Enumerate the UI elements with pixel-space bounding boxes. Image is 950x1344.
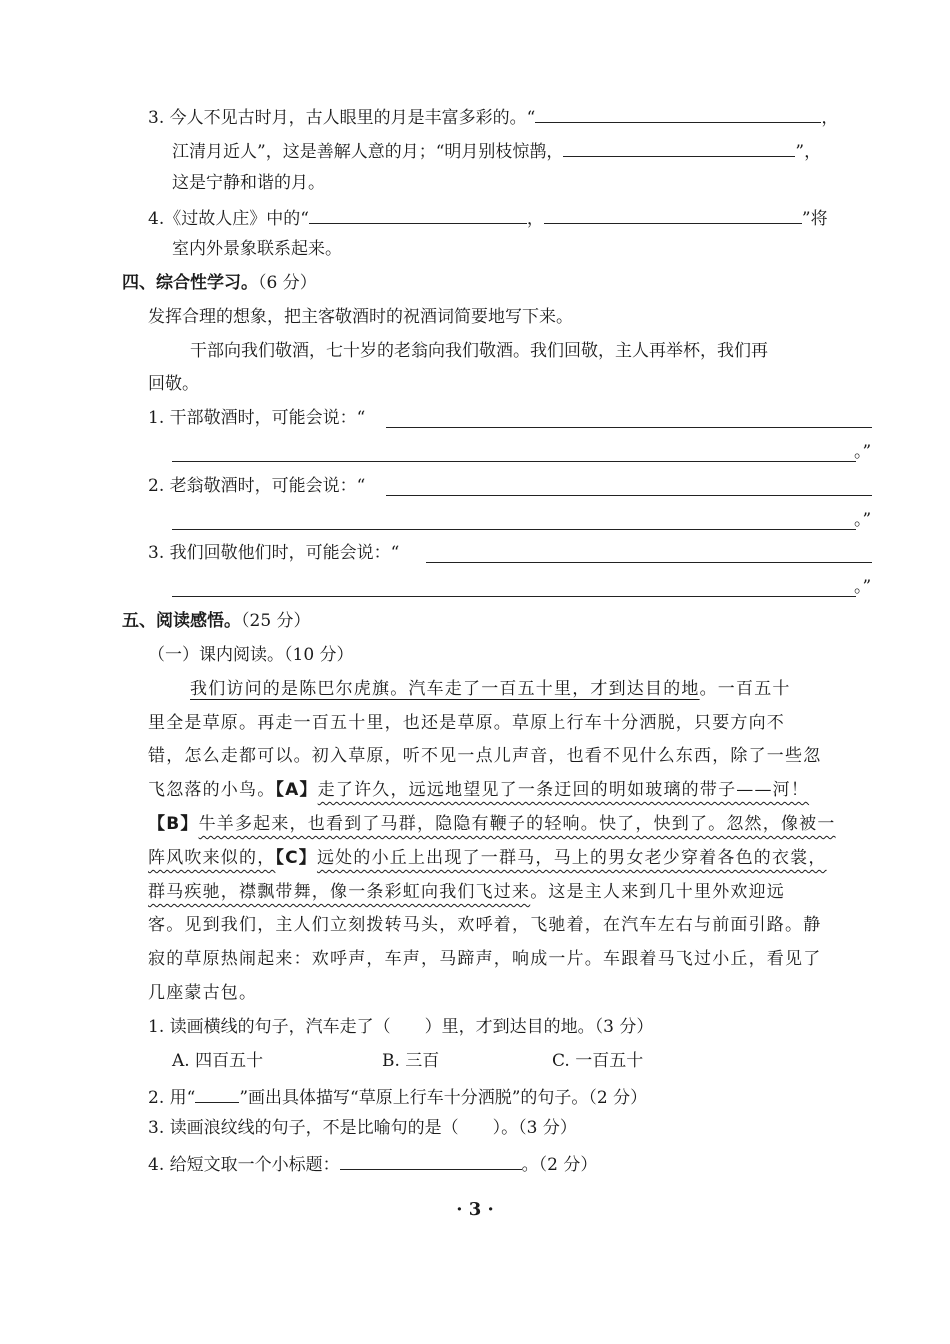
passage-line-4	[148, 779, 809, 801]
section-5-score: （25 分）	[241, 611, 311, 631]
answer-blank[interactable]	[544, 205, 802, 224]
q4-line2: 室内外景象联系起来。	[172, 239, 342, 259]
section-4-q1: 1. 干部敬酒时，可能会说：“	[148, 408, 366, 428]
q3-text-b: 江清月近人”，这是善解人意的月；“明月别枝惊鹊，	[172, 142, 564, 162]
section-4-q2: 2. 老翁敬酒时，可能会说：“	[148, 476, 366, 496]
underlined-sentence: 我们访问的是陈巴尔虎旗。汽车走了一百五十里，才到达目的地	[190, 679, 700, 699]
option-b[interactable]: B. 三百	[382, 1051, 440, 1071]
q3-line2	[172, 138, 821, 163]
section-5-q3: 3. 读画浪纹线的句子，不是比喻句的是（ ）。（3 分）	[148, 1118, 577, 1138]
section-4-heading	[122, 272, 317, 294]
q3-text-a-end: ，	[821, 108, 839, 128]
passage-line-9: 寂的草原热闹起来：欢呼声，车声，马蹄声，响成一片。车跟着马飞过小丘，看见了	[148, 949, 822, 969]
section-5-subheading: （一）课内阅读。（10 分）	[148, 645, 354, 665]
passage-line-8: 客。见到我们，主人们立刻拨转马头，欢呼着，飞驰着，在汽车左右与前面引路。静	[148, 915, 822, 935]
wavy-sentence-c: 远处的小丘上出现了一群马，马上的男女老少穿着各色的衣裳，	[316, 848, 827, 868]
page-number: · 3 ·	[456, 1199, 494, 1220]
underline-sample	[195, 1084, 239, 1103]
closing-quote: 。”	[854, 442, 872, 462]
section-4-instruction: 发挥合理的想象，把主客敬酒时的祝酒词简要地写下来。	[148, 307, 573, 327]
passage-line-10: 几座蒙古包。	[148, 983, 258, 1003]
passage-text: 飞忽落的小鸟。	[148, 780, 276, 800]
section-5-q4	[148, 1151, 597, 1176]
q4-line1	[148, 205, 828, 230]
answer-line[interactable]	[386, 495, 872, 496]
section-4-passage-line1: 干部向我们敬酒，七十岁的老翁向我们敬酒。我们回敬，主人再举杯，我们再	[190, 341, 768, 361]
q4-text-a: 4. 给短文取一个小标题：	[148, 1155, 340, 1175]
answer-line[interactable]	[386, 427, 872, 428]
section-4-passage-line2: 回敬。	[148, 374, 199, 394]
answer-blank[interactable]	[340, 1151, 522, 1170]
passage-text: 。一百五十	[699, 679, 791, 699]
section-5-q2	[148, 1084, 647, 1109]
section-4-q3: 3. 我们回敬他们时，可能会说：“	[148, 543, 400, 563]
passage-line-6	[148, 847, 827, 869]
passage-text: 。这是主人来到几十里外欢迎远	[530, 882, 786, 902]
passage-line-2: 里全是草原。再走一百五十里，也还是草原。草原上行车十分洒脱，只要方向不	[148, 713, 785, 733]
q4-text-mid: ，	[526, 209, 544, 229]
section-5-heading	[122, 610, 311, 632]
section-4-score: （6 分）	[258, 273, 317, 293]
closing-quote: 。”	[854, 577, 872, 597]
wavy-sentence-b-cont: 阵风吹来似的，	[148, 848, 276, 868]
q2-text-a: 2. 用“	[148, 1088, 196, 1108]
passage-line-5	[148, 813, 836, 835]
answer-line[interactable]	[172, 596, 856, 597]
option-c[interactable]: C. 一百五十	[552, 1051, 644, 1071]
q3-line1	[148, 104, 838, 129]
answer-blank[interactable]	[563, 138, 795, 157]
closing-quote: 。”	[854, 510, 872, 530]
q3-text-b-end: ”，	[795, 142, 822, 162]
marker-c: 【C】	[275, 848, 317, 868]
q4-text-b: 。（2 分）	[521, 1155, 598, 1175]
section-4-title: 四、综合性学习。	[122, 273, 258, 293]
q2-text-b: ”画出具体描写“草原上行车十分洒脱”的句子。（2 分）	[239, 1088, 648, 1108]
wavy-sentence-c-cont: 群马疾驰，襟飘带舞，像一条彩虹向我们飞过来	[148, 882, 531, 902]
answer-line[interactable]	[426, 562, 872, 563]
option-a[interactable]: A. 四百五十	[172, 1051, 264, 1071]
answer-blank[interactable]	[535, 104, 821, 123]
wavy-sentence-b: 牛羊多起来，也看到了马群，隐隐有鞭子的轻响。快了，快到了。忽然，像被一	[198, 814, 836, 834]
q3-line3: 这是宁静和谐的月。	[172, 173, 325, 193]
passage-line-7	[148, 881, 785, 903]
passage-line-3: 错，怎么走都可以。初入草原，听不见一点儿声音，也看不见什么东西，除了一些忽	[148, 746, 822, 766]
marker-b: 【B】	[148, 814, 199, 834]
wavy-sentence-a: 走了许久，远远地望见了一条迂回的明如玻璃的带子——河！	[317, 780, 810, 800]
marker-a: 【A】	[275, 780, 318, 800]
answer-line[interactable]	[172, 461, 856, 462]
q3-text-a: 3. 今人不见古时月，古人眼里的月是丰富多彩的。“	[148, 108, 536, 128]
section-5-q1: 1. 读画横线的句子，汽车走了（ ）里，才到达目的地。（3 分）	[148, 1017, 654, 1037]
q4-text-a: 4.《过故人庄》中的“	[148, 209, 309, 229]
section-5-title: 五、阅读感悟。	[122, 611, 241, 631]
q4-text-end: ”将	[801, 209, 828, 229]
passage-line-1	[190, 678, 791, 700]
answer-line[interactable]	[172, 529, 856, 530]
answer-blank[interactable]	[309, 205, 527, 224]
